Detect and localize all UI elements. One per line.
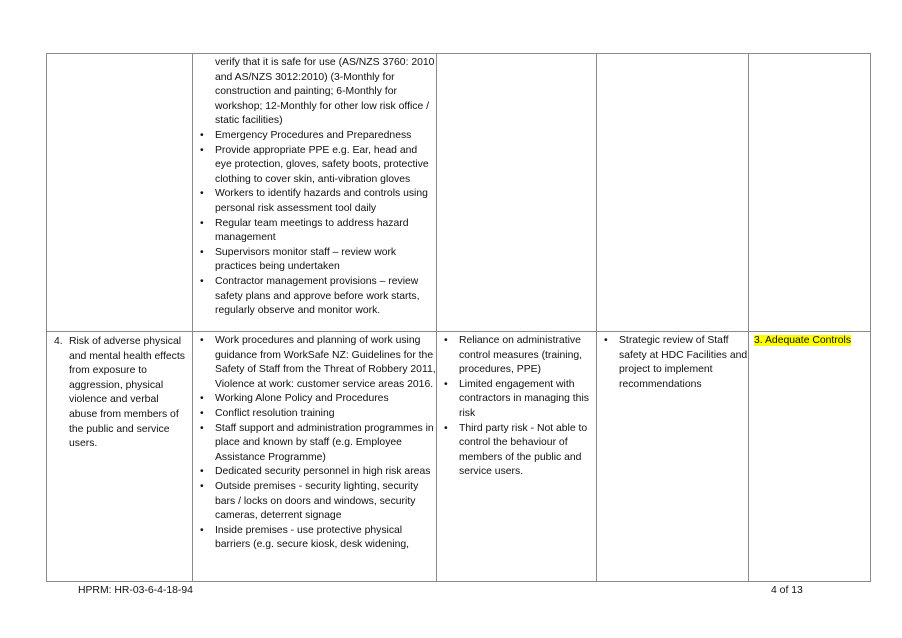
list-item: • Provide appropriate PPE e.g. Ear, head and eye protection, gloves, safety boots, protective clothing to cover skin, anti-vibration gloves <box>193 144 436 188</box>
list-item: • Regular team meetings to address hazard management <box>193 217 436 246</box>
list-item: • Working Alone Policy and Procedures <box>193 392 436 407</box>
list-item: • Workers to identify hazards and controls using personal risk assessment tool daily <box>193 187 436 216</box>
list-item: verify that it is safe for use (AS/NZS 3760: 2010 and AS/NZS 3012:2010) (3-Monthly for construction and painting; 6-Monthly for workshop; 12-Monthly for other low risk office / static facilities) <box>215 57 435 127</box>
risk-text: Risk of adverse physical and mental health effects from exposure to aggression, physical violence and verbal abuse from members of the public and service users. <box>69 336 185 450</box>
list-item: • Strategic review of Staff safety at HDC Facilities and project to implement recommendations <box>597 334 748 392</box>
list-item: • Dedicated security personnel in high risk areas <box>193 465 436 480</box>
risk-register-table <box>46 53 871 582</box>
list-item: • Contractor management provisions – review safety plans and approve before work starts, regularly observe and monitor work. <box>193 275 436 319</box>
risk-number: 4. <box>54 336 63 347</box>
controls-cell <box>193 332 437 582</box>
risk-description <box>47 332 192 452</box>
list-item: • Limited engagement with contractors in managing this risk <box>437 378 596 422</box>
controls-list <box>193 54 436 319</box>
table-row <box>47 54 871 332</box>
controls-list <box>193 332 436 553</box>
list-item: • Work procedures and planning of work using guidance from WorkSafe NZ: Guidelines for the Safety of Staff from the Threat of Robbery 2011, Violence at work: customer service areas 2016. <box>193 334 436 392</box>
list-item: • Emergency Procedures and Preparedness <box>193 129 436 144</box>
gaps-list <box>437 332 596 480</box>
actions-list <box>597 332 748 392</box>
actions-cell <box>597 54 749 332</box>
risk-cell <box>47 332 193 582</box>
list-item: • Reliance on administrative control measures (training, procedures, PPE) <box>437 334 596 378</box>
table-row <box>47 332 871 582</box>
risk-rating-highlight: 3. Adequate Controls <box>754 335 852 346</box>
rating-cell <box>749 54 871 332</box>
list-item: • Third party risk - Not able to control the behaviour of members of the public and service users. <box>437 422 596 480</box>
list-item: • Conflict resolution training <box>193 407 436 422</box>
risk-cell <box>47 54 193 332</box>
list-item: • Staff support and administration programmes in place and known by staff (e.g. Employee Assistance Programme) <box>193 422 436 466</box>
document-reference: HPRM: HR-03-6-4-18-94 <box>78 585 193 596</box>
actions-cell <box>597 332 749 582</box>
list-item: • Supervisors monitor staff – review work practices being undertaken <box>193 246 436 275</box>
page-number: 4 of 13 <box>771 585 803 596</box>
controls-cell <box>193 54 437 332</box>
list-item: • Outside premises - security lighting, security bars / locks on doors and windows, security cameras, deterrent signage <box>193 480 436 524</box>
gaps-cell <box>437 332 597 582</box>
list-item: • Inside premises - use protective physical barriers (e.g. secure kiosk, desk widening, <box>193 524 436 553</box>
rating-cell <box>749 332 871 582</box>
gaps-cell <box>437 54 597 332</box>
